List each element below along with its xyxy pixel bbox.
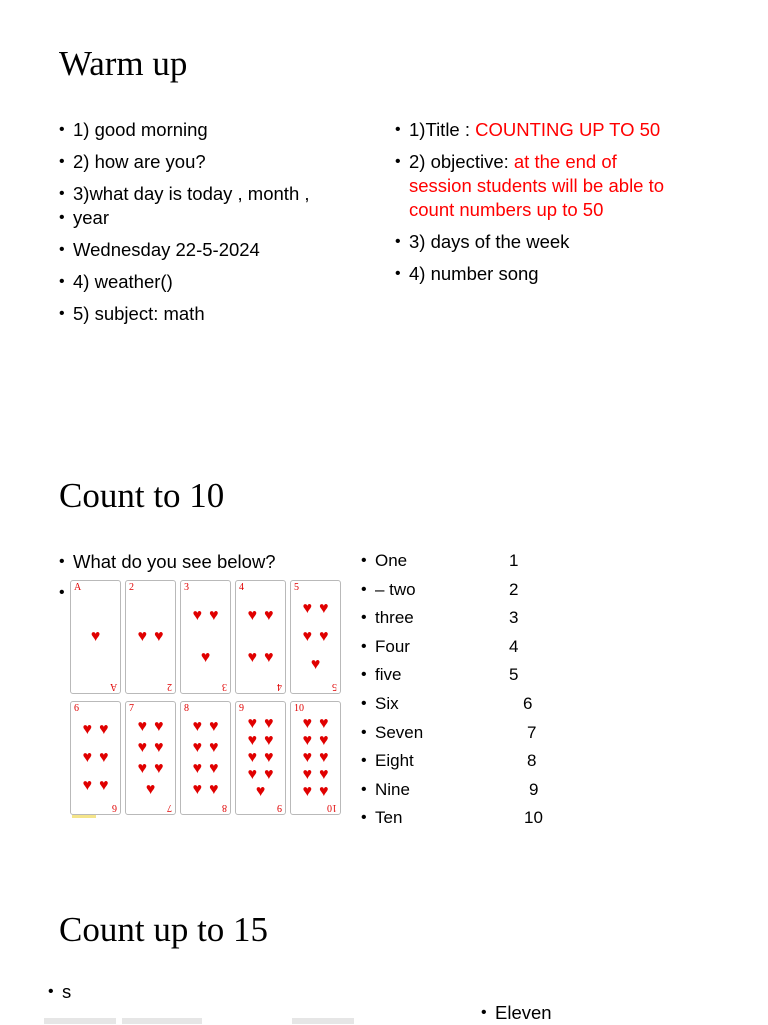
heart-icon: ♥ (137, 738, 147, 756)
list-item: • What do you see below? (59, 550, 359, 574)
slide-title: Warm up (59, 44, 188, 83)
number-row (361, 808, 561, 828)
list-item (59, 182, 369, 206)
heart-icon: ♥ (82, 749, 92, 766)
heart-icon: ♥ (264, 607, 274, 624)
playing-card (235, 701, 286, 815)
playing-card (125, 701, 176, 815)
heart-icon: ♥ (247, 715, 257, 733)
list-item-continuation (59, 206, 369, 230)
heart-icon: ♥ (209, 780, 219, 798)
card-pips (189, 716, 222, 800)
card-rank: 9 (239, 703, 244, 714)
card-rank: 7 (129, 703, 134, 714)
playing-card (180, 580, 231, 694)
heart-icon: ♥ (192, 759, 202, 777)
underline-mark (72, 815, 96, 818)
heart-icon: ♥ (319, 715, 329, 733)
playing-card (70, 701, 121, 815)
heart-icon: ♥ (319, 748, 329, 766)
heart-icon: ♥ (302, 765, 312, 783)
number-row (361, 637, 561, 657)
number-value: 8 (527, 751, 537, 771)
number-value: 2 (509, 579, 519, 599)
title-value: COUNTING UP TO 50 (475, 119, 661, 140)
slide-title: Count up to 15 (59, 910, 269, 949)
playing-card (235, 580, 286, 694)
heart-icon: ♥ (319, 628, 329, 645)
card-pips (79, 595, 112, 679)
number-row (361, 694, 561, 714)
number-word: One (375, 551, 408, 570)
list-item-title (395, 118, 715, 142)
number-value: 5 (509, 665, 519, 685)
right-bullet-list (481, 1001, 681, 1025)
left-bullet-list (48, 980, 248, 1004)
card-rank: A (74, 582, 82, 593)
number-value: 6 (523, 693, 533, 713)
number-row (361, 751, 561, 771)
list-item: • Eleven (481, 1001, 681, 1025)
image-edge (292, 1018, 354, 1024)
number-word: Nine (375, 779, 410, 799)
list-item: • s (48, 980, 248, 1004)
heart-icon: ♥ (247, 732, 257, 750)
number-value: 3 (509, 608, 519, 628)
card-rank: 10 (294, 703, 304, 714)
heart-icon: ♥ (192, 607, 202, 624)
heart-icon: ♥ (192, 780, 202, 798)
bullet-dot: • (59, 584, 65, 601)
heart-icon: ♥ (302, 748, 312, 766)
number-row (361, 780, 561, 800)
heart-icon: ♥ (247, 748, 257, 766)
number-value: 1 (509, 551, 519, 570)
heart-icon: ♥ (209, 738, 219, 756)
card-pips (189, 595, 222, 679)
heart-icon: ♥ (137, 717, 147, 735)
heart-icon: ♥ (302, 715, 312, 733)
playing-cards (70, 580, 350, 820)
card-rank: 9 (277, 802, 282, 813)
number-list (361, 551, 561, 837)
heart-icon: ♥ (319, 765, 329, 783)
number-value: 9 (529, 779, 539, 799)
number-word: three (375, 608, 414, 628)
playing-card (70, 580, 121, 694)
card-rank: 6 (112, 802, 117, 813)
number-value: 7 (527, 722, 537, 742)
card-rank: 5 (294, 582, 299, 593)
heart-icon: ♥ (302, 628, 312, 645)
heart-icon: ♥ (82, 721, 92, 738)
heart-icon: ♥ (192, 717, 202, 735)
question-list (59, 550, 359, 574)
number-value: 4 (509, 636, 519, 656)
list-item: • Wednesday 22-5-2024 (59, 238, 369, 262)
number-word: five (375, 665, 402, 685)
heart-icon: ♥ (247, 607, 257, 624)
playing-card (125, 580, 176, 694)
number-value: 10 (524, 808, 543, 828)
heart-icon: ♥ (247, 649, 257, 666)
card-pips (134, 716, 167, 800)
heart-icon: ♥ (192, 738, 202, 756)
heart-icon: ♥ (137, 759, 147, 777)
card-rank: 3 (222, 681, 227, 692)
list-item: • 1) good morning (59, 118, 369, 142)
card-pips (79, 716, 112, 800)
card-rank: A (109, 681, 117, 692)
slide-count-up-to-15 (0, 900, 768, 1024)
heart-icon: ♥ (247, 765, 257, 783)
list-item: • 4) number song (395, 262, 715, 286)
number-word: Seven (375, 722, 424, 742)
slide-count-to-10 (0, 460, 768, 870)
slide-title: Count to 10 (59, 476, 225, 515)
heart-icon: ♥ (209, 717, 219, 735)
card-pips (134, 595, 167, 679)
heart-icon: ♥ (154, 717, 164, 735)
image-edge (44, 1018, 116, 1024)
list-item-line: year (73, 207, 109, 228)
number-word: Ten (375, 808, 403, 828)
heart-icon: ♥ (319, 600, 329, 617)
heart-icon: ♥ (99, 721, 109, 738)
playing-card (180, 701, 231, 815)
heart-icon: ♥ (319, 782, 329, 800)
objective-text: session students will be able to (409, 175, 665, 196)
heart-icon: ♥ (264, 765, 274, 783)
heart-icon: ♥ (264, 748, 274, 766)
card-rank: 5 (332, 681, 337, 692)
playing-card (290, 701, 341, 815)
heart-icon: ♥ (82, 777, 92, 794)
heart-icon: ♥ (302, 732, 312, 750)
objective-text: count numbers up to 50 (409, 199, 604, 220)
number-word: Eight (375, 751, 414, 771)
objective-label: 2) objective: (409, 151, 514, 172)
list-item: • 5) subject: math (59, 302, 369, 326)
heart-icon: ♥ (255, 782, 266, 800)
number-row (361, 608, 561, 628)
image-edge (122, 1018, 202, 1024)
card-rank: 4 (277, 681, 282, 692)
heart-icon: ♥ (90, 628, 101, 645)
list-item: • 2) how are you? (59, 150, 369, 174)
card-rank: 2 (129, 582, 134, 593)
number-word: Six (375, 693, 399, 713)
number-row (361, 551, 561, 571)
card-pips (244, 716, 277, 800)
slide-warm-up (0, 0, 768, 420)
number-row (361, 580, 561, 600)
left-bullet-list (59, 118, 369, 334)
card-rank: 10 (327, 802, 337, 813)
objective-text: at the end of (513, 151, 617, 172)
number-row (361, 665, 561, 685)
right-bullet-list (395, 118, 715, 294)
card-pips (299, 716, 332, 800)
card-rank: 4 (239, 582, 244, 593)
number-row (361, 723, 561, 743)
heart-icon: ♥ (145, 780, 156, 798)
heart-icon: ♥ (99, 777, 109, 794)
number-word: Four (375, 636, 410, 656)
heart-icon: ♥ (264, 732, 274, 750)
card-rank: 8 (222, 802, 227, 813)
heart-icon: ♥ (209, 607, 219, 624)
heart-icon: ♥ (319, 732, 329, 750)
heart-icon: ♥ (154, 628, 164, 645)
card-rank: 3 (184, 582, 189, 593)
heart-icon: ♥ (200, 649, 211, 666)
heart-icon: ♥ (99, 749, 109, 766)
heart-icon: ♥ (209, 759, 219, 777)
heart-icon: ♥ (154, 759, 164, 777)
card-rank: 6 (74, 703, 79, 714)
heart-icon: ♥ (302, 600, 312, 617)
playing-card (290, 580, 341, 694)
heart-icon: ♥ (264, 715, 274, 733)
number-word: – two (375, 579, 416, 599)
card-pips (244, 595, 277, 679)
card-pips (299, 595, 332, 679)
list-item-line: 3)what day is today , month , (73, 183, 310, 204)
list-item-objective (395, 150, 715, 222)
heart-icon: ♥ (310, 656, 321, 673)
title-label: 1)Title : (409, 119, 476, 140)
card-rank: 7 (167, 802, 172, 813)
card-rank: 2 (167, 681, 172, 692)
heart-icon: ♥ (302, 782, 312, 800)
heart-icon: ♥ (264, 649, 274, 666)
heart-icon: ♥ (154, 738, 164, 756)
list-item: • 3) days of the week (395, 230, 715, 254)
list-item: • 4) weather() (59, 270, 369, 294)
heart-icon: ♥ (137, 628, 147, 645)
card-rank: 8 (184, 703, 189, 714)
